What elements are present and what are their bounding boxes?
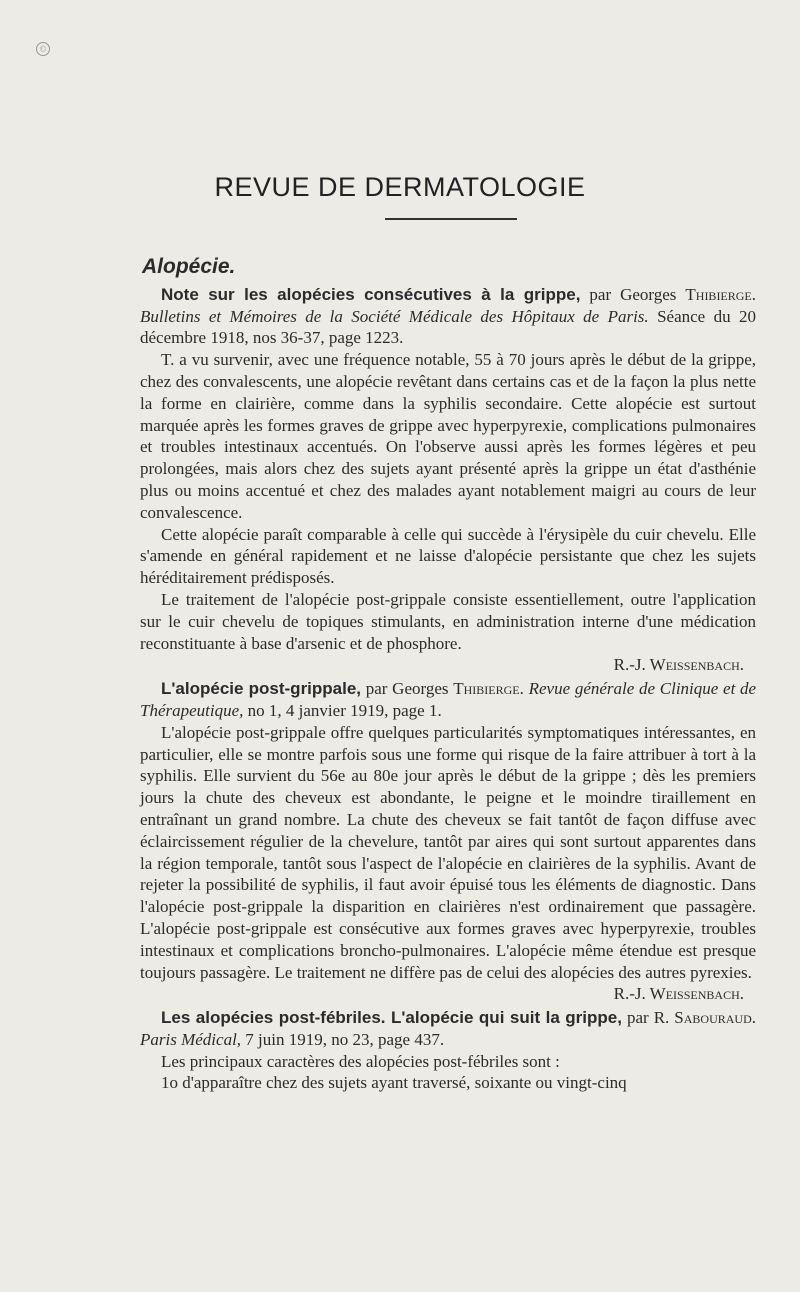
article-title: Note sur les alopécies consécutives à la grippe, [161,284,581,304]
article-by: par Georges [589,284,677,304]
article-reference [140,678,756,722]
article-source: Bulletins et Mémoires de la Société Médicale des Hôpitaux de Paris. [140,306,649,326]
article-paragraph: L'alopécie post-grippale offre quelques particularités symptomatiques intéressantes, en particulier, elle se montre parfois sous une forme qui risque de la faire attribuer à tort à la syphilis. Elle survient du 56e au 80e jour après le début de la grippe ; dès les premiers jours la chute des cheveux est abondante, le peigne et le moindre tiraillement en entraînant un grand nombre. La chute des cheveux se fait tantôt de façon diffuse avec éclaircissement régulier de la chevelure, tantôt par aires qui sont surtout apparentes dans la région temporale, tantôt sous l'aspect de l'alopécie en clairières de la syphilis. Avant de rejeter la possibilité de syphilis, il faut avoir épuisé tous les éléments de diagnostic. Dans l'alopécie post-grippale la disparition en clairières n'est ordinairement que passagère. L'alopécie post-grippale est consécutive aux formes graves avec hyperpyrexie, troubles intestinaux et complications broncho-pulmonaires. L'alopécie même étendue est presque toujours passagère. Le traitement ne diffère pas de celui des alopécies des autres pyrexies. [140,722,756,982]
article-by: par R. [626,1008,670,1028]
article-reference [140,1007,756,1051]
article-paragraph: Le traitement de l'alopécie post-grippale consiste essentiellement, outre l'application sur le cuir chevelu de topiques stimulants, en administration interne d'une médication reconstituante à base d'arsenic et de phosphore. [140,589,756,653]
article-source: Paris Médical, [140,1029,242,1049]
article-paragraph: Les principaux caractères des alopécies post-fébriles sont : [161,1051,560,1071]
article-reference [140,284,756,349]
article-1 [140,284,756,676]
page-content [140,256,756,1094]
article-details: Séance du 20 décembre 1918, nos 36-37, page 1223. [140,306,757,348]
corner-stamp-icon: © [36,42,50,56]
article-paragraph: T. a vu survenir, avec une fréquence notable, 55 à 70 jours après le début de la grippe, chez des convalescents, une alopécie revêtant dans certains cas et de la façon la plus nette la forme en clairière, comme dans la syphilis secondaire. Cette alopécie est surtout marquée après les formes graves de grippe avec hyperpyrexie, complications pulmonaires et troubles intestinaux accentués. On l'observe aussi après les formes légères et peu prolongées, mais alors chez des sujets ayant présenté après la grippe un état d'asthénie plus ou moins accentué et chez des malades ayant notablement maigri au cours de leur convalescence. [140,350,756,522]
article-signature: R.-J. Weissenbach. [613,984,744,1004]
article-details: 7 juin 1919, no 23, page 437. [245,1029,445,1049]
section-title: Alopécie. [142,255,236,278]
article-2 [140,678,756,1005]
article-author: Sabouraud. [674,1008,757,1028]
journal-header-title: REVUE DE DERMATOLOGIE [214,172,586,202]
article-author: Thibierge. [453,679,524,699]
article-title: Les alopécies post-fébriles. L'alopécie qui suit la grippe, [161,1008,622,1028]
article-paragraph: 1o d'apparaître chez des sujets ayant traversé, soixante ou vingt-cinq [161,1073,627,1093]
article-3 [140,1007,756,1094]
article-by: par Georges [365,679,449,699]
article-author: Thibierge. [685,284,757,304]
article-paragraph: Cette alopécie paraît comparable à celle qui succède à l'érysipèle du cuir chevelu. Elle s'amende en général rapidement et ne laisse d'alopécie persistante que chez les sujets héréditairement prédisposés. [140,524,756,588]
header-divider [385,218,517,220]
article-title: L'alopécie post-grippale, [161,679,362,699]
article-details: no 1, 4 janvier 1919, page 1. [247,700,442,720]
article-signature: R.-J. Weissenbach. [613,655,744,675]
article-source: Revue générale de Clinique et de Thérapeutique, [140,679,757,720]
